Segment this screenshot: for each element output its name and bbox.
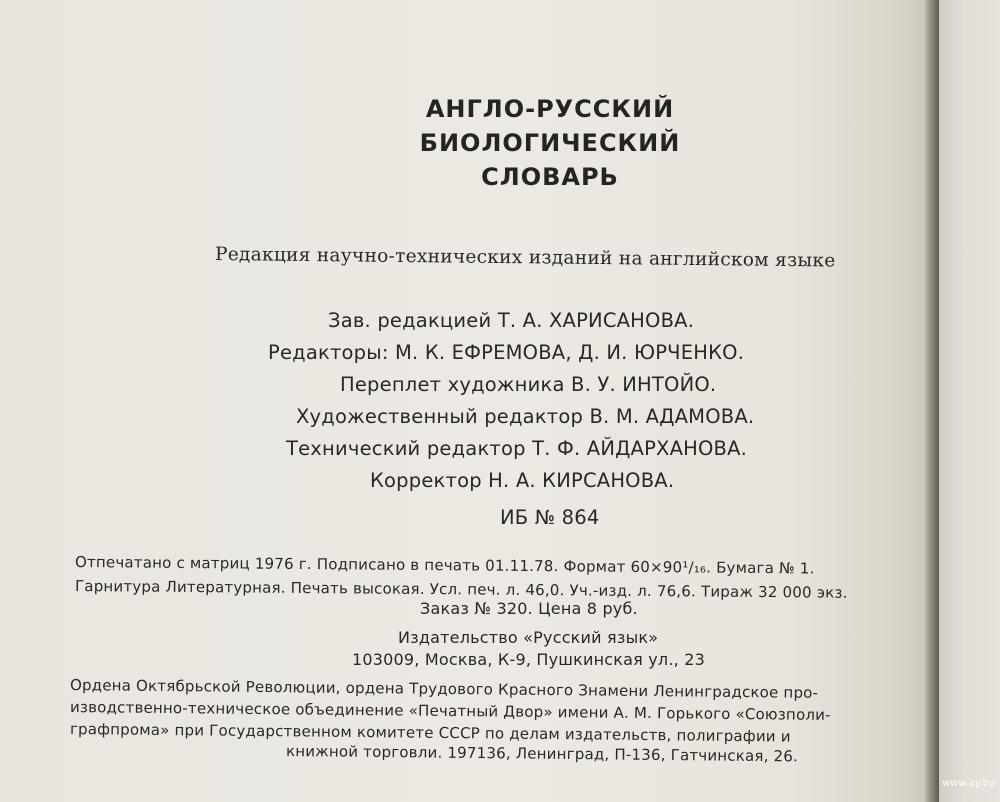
book-title bbox=[380, 92, 720, 194]
title-line-1: АНГЛО-РУССКИЙ bbox=[425, 95, 675, 123]
printer-line-1: Ордена Октябрьской Революции, ордена Трудового Красного Знамени Ленинградское про- bbox=[69, 676, 819, 702]
adjacent-page bbox=[939, 0, 1000, 802]
title-line-3: СЛОВАРЬ bbox=[481, 163, 619, 191]
credit-art-editor: Художественный редактор В. М. АДАМОВА. bbox=[296, 405, 755, 428]
publisher-address: 103009, Москва, К-9, Пушкинская ул., 23 bbox=[352, 650, 705, 669]
ib-number: ИБ № 864 bbox=[500, 506, 600, 529]
credit-chief-editor: Зав. редакцией Т. А. ХАРИСАНОВА. bbox=[328, 309, 695, 332]
credit-proofreader: Корректор Н. А. КИРСАНОВА. bbox=[370, 469, 675, 492]
print-info-line-2: Гарнитура Литературная. Печать высокая. Усл. печ. л. 46,0. Уч.-изд. л. 76,6. Тираж 32 000 экз. bbox=[74, 577, 848, 602]
credit-technical-editor: Технический редактор Т. Ф. АЙДАРХАНОВА. bbox=[286, 437, 748, 460]
print-info-order: Заказ № 320. Цена 8 руб. bbox=[420, 599, 638, 618]
book-gutter bbox=[925, 0, 939, 802]
printer-line-4: книжной торговли. 197136, Ленинград, П-136, Гатчинская, 26. bbox=[285, 742, 799, 766]
watermark: www.ay.by bbox=[942, 778, 995, 789]
editorial-office: Редакция научно-технических изданий на английском языке bbox=[214, 244, 836, 272]
printer-line-3: графпрома» при Государственном комитете СССР по делам издательств, полиграфии и bbox=[69, 720, 791, 746]
print-info-line-1: Отпечатано с матриц 1976 г. Подписано в печать 01.11.78. Формат 60×90¹/₁₆. Бумага № 1. bbox=[74, 553, 815, 578]
credit-editors: Редакторы: М. К. ЕФРЕМОВА, Д. И. ЮРЧЕНКО. bbox=[268, 341, 745, 364]
credit-binding-artist: Переплет художника В. У. ИНТОЙО. bbox=[340, 373, 717, 396]
publisher-name: Издательство «Русский язык» bbox=[398, 628, 659, 647]
title-line-2: БИОЛОГИЧЕСКИЙ bbox=[419, 129, 681, 157]
printer-line-2: изводственно-техническое объединение «Печатный Двор» имени А. М. Горького «Союзполи- bbox=[69, 698, 831, 724]
